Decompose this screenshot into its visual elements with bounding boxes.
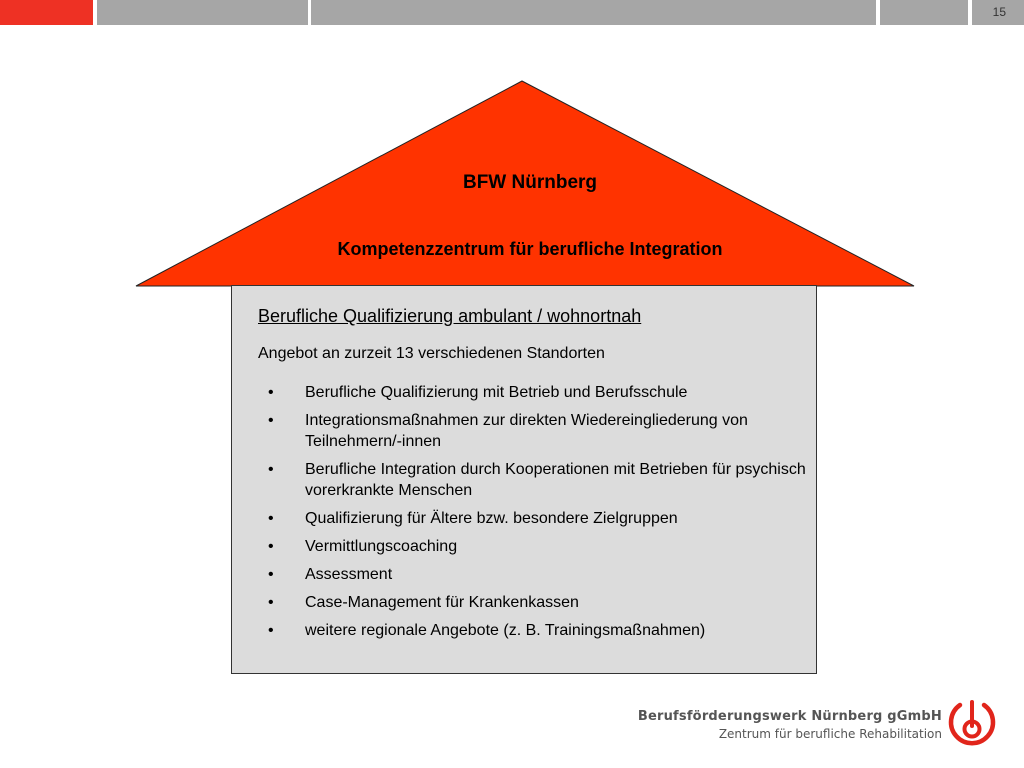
company-tagline: Zentrum für berufliche Rehabilitation xyxy=(718,727,942,741)
bullet-icon: • xyxy=(268,594,274,611)
list-item-text: Berufliche Integration durch Kooperationen mit Betrieben für psychisch vorerkrankte Menschen xyxy=(305,461,806,499)
list-item xyxy=(258,508,813,529)
bullet-icon: • xyxy=(268,566,274,583)
list-item-text: Berufliche Qualifizierung mit Betrieb und Berufsschule xyxy=(305,384,688,401)
list-item-text: Integrationsmaßnahmen zur direkten Wiedereingliederung von Teilnehmern/-innen xyxy=(305,412,748,450)
list-item xyxy=(258,620,813,641)
section-heading: Berufliche Qualifizierung ambulant / wohnortnah xyxy=(258,306,642,326)
section-intro: Angebot an zurzeit 13 verschiedenen Standorten xyxy=(258,345,605,362)
list-item-text: weitere regionale Angebote (z. B. Trainingsmaßnahmen) xyxy=(305,622,706,639)
list-item xyxy=(258,536,813,557)
company-name: Berufsförderungswerk Nürnberg gGmbH xyxy=(637,709,942,724)
list-item xyxy=(258,564,813,585)
bullet-icon: • xyxy=(268,461,274,478)
list-item xyxy=(258,459,813,501)
list-item-text: Case-Management für Krankenkassen xyxy=(305,594,579,611)
footer-company xyxy=(638,709,942,741)
house-body xyxy=(231,285,817,674)
list-item xyxy=(258,382,813,403)
bfw-logo-icon xyxy=(946,698,998,750)
list-item-text: Qualifizierung für Ältere bzw. besondere Zielgruppen xyxy=(305,510,678,527)
list-item xyxy=(258,592,813,613)
bullet-icon: • xyxy=(268,384,274,401)
list-item-text: Vermittlungscoaching xyxy=(305,538,458,555)
house-title: BFW Nürnberg xyxy=(462,172,598,193)
list-item xyxy=(258,410,813,452)
bullet-icon: • xyxy=(268,538,274,555)
bullet-icon: • xyxy=(268,412,274,429)
offer-list xyxy=(258,382,813,648)
bullet-icon: • xyxy=(268,510,274,527)
page-number: 15 xyxy=(992,5,1006,19)
bullet-icon: • xyxy=(268,622,274,639)
house-subtitle: Kompetenzzentrum für berufliche Integration xyxy=(337,239,723,259)
list-item-text: Assessment xyxy=(305,566,393,583)
